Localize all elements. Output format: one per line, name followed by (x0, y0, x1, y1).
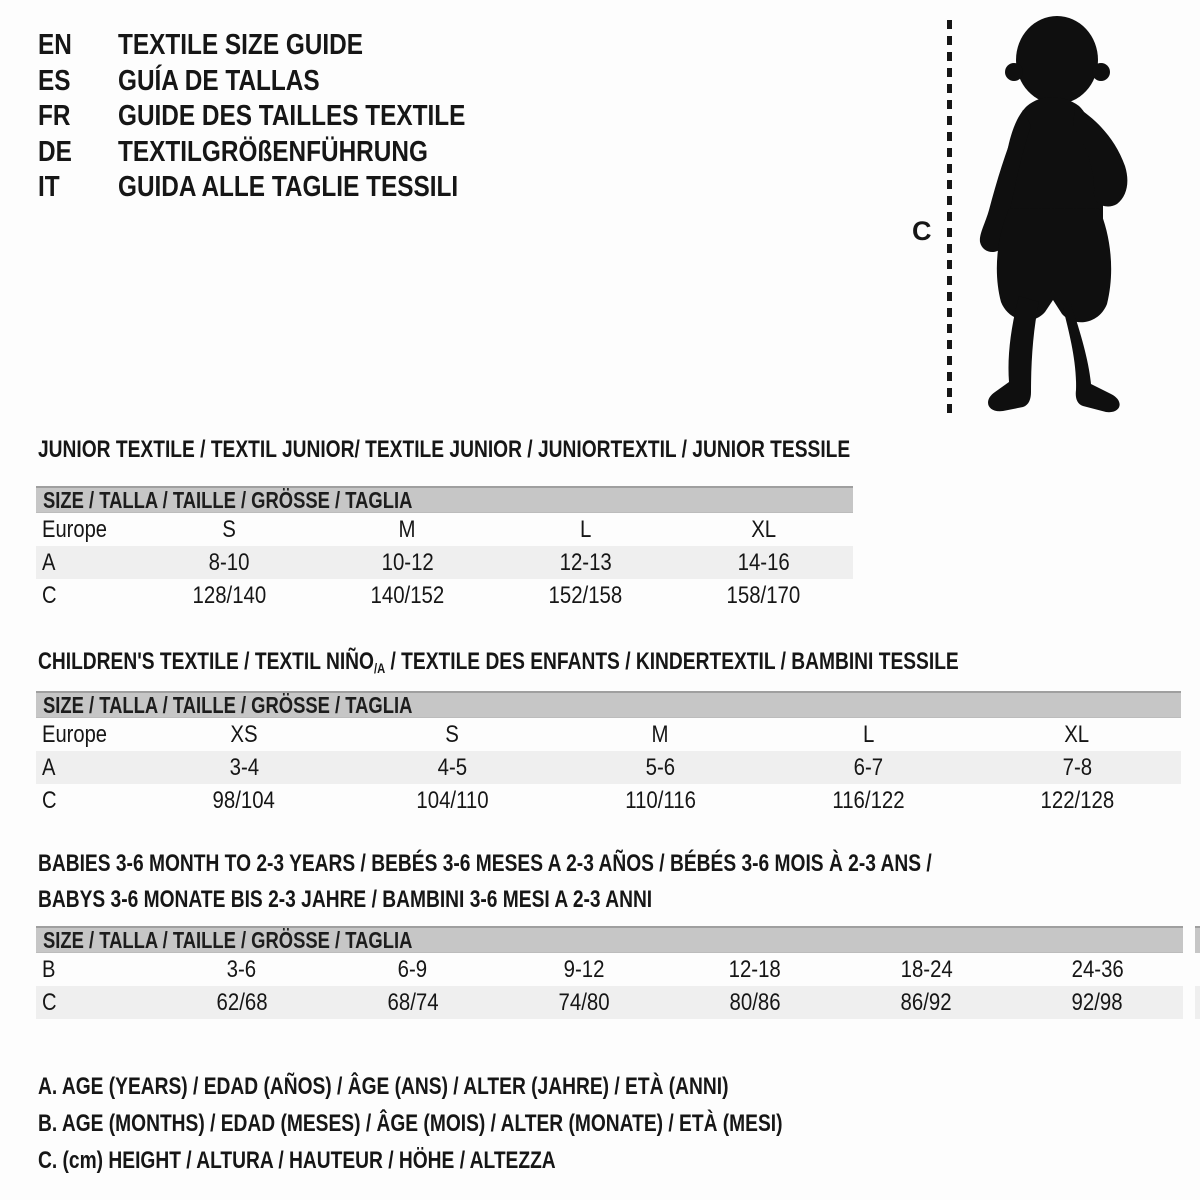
language-title: GUIDE DES TAILLES TEXTILE (118, 100, 466, 132)
junior-section-title (38, 432, 1053, 468)
size-table-header (36, 926, 1183, 953)
height-c-label: C (912, 216, 932, 246)
table-cell: 92/98 (1071, 988, 1123, 1016)
children-section-title (38, 644, 1189, 686)
row-label: A (42, 753, 56, 781)
row-label: Europe (42, 515, 108, 543)
language-title: GUÍA DE TALLAS (118, 64, 320, 97)
table-row (36, 953, 1183, 986)
table-cell: 12-13 (559, 548, 612, 576)
row-label: A (42, 548, 56, 576)
table-cell: XS (230, 720, 258, 748)
babies-title-line1: BABIES 3-6 MONTH TO 2-3 YEARS / BEBÉS 3-6 MESES A 2-3 AÑOS / BÉBÉS 3-6 MOIS À 2-3 ANS / (38, 850, 932, 877)
children-size-table (36, 691, 1181, 817)
row-label: C (42, 988, 57, 1016)
table-cell: L (579, 515, 592, 543)
language-code: EN (38, 29, 72, 61)
table-cell: 152/158 (548, 581, 623, 609)
legend-line-a: A. AGE (YEARS) / EDAD (AÑOS) / ÂGE (ANS) / ALTER (JAHRE) / ETÀ (ANNI) (38, 1073, 729, 1100)
table-edge-sliver (1195, 986, 1200, 1019)
language-code: DE (38, 135, 72, 168)
table-row (36, 546, 853, 579)
table-row (36, 751, 1181, 784)
table-cell: 98/104 (212, 786, 276, 814)
baby-silhouette-icon (965, 14, 1137, 416)
size-table-header (36, 486, 853, 513)
table-row (36, 513, 853, 546)
table-cell: 128/140 (192, 581, 266, 609)
table-edge-sliver (1195, 926, 1200, 953)
table-cell: 14-16 (737, 548, 790, 576)
table-cell: 104/110 (416, 786, 489, 814)
table-cell: 6-7 (853, 753, 884, 781)
table-cell: 7-8 (1062, 753, 1092, 781)
language-title: TEXTILGRÖßENFÜHRUNG (118, 135, 428, 168)
table-cell: XL (751, 515, 777, 543)
table-cell: 8-10 (208, 548, 250, 576)
table-cell: 62/68 (216, 988, 268, 1016)
legend-line-c: C. (cm) HEIGHT / ALTURA / HAUTEUR / HÖHE / ALTEZZA (38, 1147, 556, 1174)
row-label: C (42, 786, 57, 814)
table-cell: 80/86 (729, 988, 781, 1016)
language-code: FR (38, 100, 71, 132)
row-label: B (42, 955, 56, 983)
size-header-text: SIZE / TALLA / TAILLE / GRÖSSE / TAGLIA (43, 692, 413, 718)
legend (38, 1068, 969, 1179)
table-row (36, 718, 1181, 751)
table-cell: 158/170 (726, 581, 801, 609)
table-cell: 68/74 (387, 988, 439, 1016)
table-cell: 10-12 (381, 548, 434, 576)
size-header-text: SIZE / TALLA / TAILLE / GRÖSSE / TAGLIA (43, 487, 413, 513)
table-cell: XL (1064, 720, 1090, 748)
children-title-text: CHILDREN'S TEXTILE / TEXTIL $NIÑO_{/A}$ / TEXTILE DES ENFANTS / KINDERTEXTIL / BAMBINI TESSILE (38, 648, 959, 676)
table-cell: 3-4 (229, 753, 259, 781)
table-row (36, 579, 853, 612)
table-cell: 24-36 (1071, 955, 1124, 983)
table-cell: L (863, 720, 875, 748)
table-cell: 110/116 (625, 786, 696, 814)
table-cell: 9-12 (563, 955, 605, 983)
babies-title-line2: BABYS 3-6 MONATE BIS 2-3 JAHRE / BAMBINI 3-6 MESI A 2-3 ANNI (38, 886, 653, 913)
table-cell: 18-24 (900, 955, 953, 983)
table-row (36, 986, 1183, 1019)
language-title: GUIDA ALLE TAGLIE TESSILI (118, 171, 459, 203)
table-cell: 4-5 (437, 753, 468, 781)
babies-section-title (38, 846, 1155, 918)
table-cell: 6-9 (397, 955, 428, 983)
table-row (36, 784, 1181, 817)
language-code: IT (38, 171, 60, 203)
table-cell: M (651, 720, 669, 748)
table-cell: 5-6 (645, 753, 676, 781)
legend-line-b: B. AGE (MONTHS) / EDAD (MESES) / ÂGE (MOIS) / ALTER (MONATE) / ETÀ (MESI) (38, 1110, 783, 1137)
height-dashed-line (947, 20, 952, 416)
table-cell: 122/128 (1040, 786, 1114, 814)
language-code: ES (38, 64, 71, 97)
children-title-subscript: /A (373, 660, 386, 676)
babies-size-table (36, 926, 1183, 1019)
junior-size-table (36, 486, 853, 612)
size-header-text: SIZE / TALLA / TAILLE / GRÖSSE / TAGLIA (43, 927, 413, 953)
table-cell: 3-6 (226, 955, 257, 983)
row-label: C (42, 581, 57, 609)
table-cell: 140/152 (370, 581, 445, 609)
baby-silhouette-shape (980, 16, 1127, 412)
language-title: TEXTILE SIZE GUIDE (118, 29, 363, 61)
table-cell: M (398, 515, 416, 543)
table-cell: 86/92 (900, 988, 952, 1016)
table-cell: S (222, 515, 236, 543)
table-cell: 12-18 (728, 955, 782, 983)
table-cell: 116/122 (832, 786, 905, 814)
size-table-header (36, 691, 1181, 718)
table-cell: S (445, 720, 460, 748)
junior-title-text: JUNIOR TEXTILE / TEXTIL JUNIOR/ TEXTILE JUNIOR / JUNIORTEXTIL / JUNIOR TESSILE (38, 436, 851, 463)
table-cell: 74/80 (558, 988, 610, 1016)
row-label: Europe (42, 720, 108, 748)
